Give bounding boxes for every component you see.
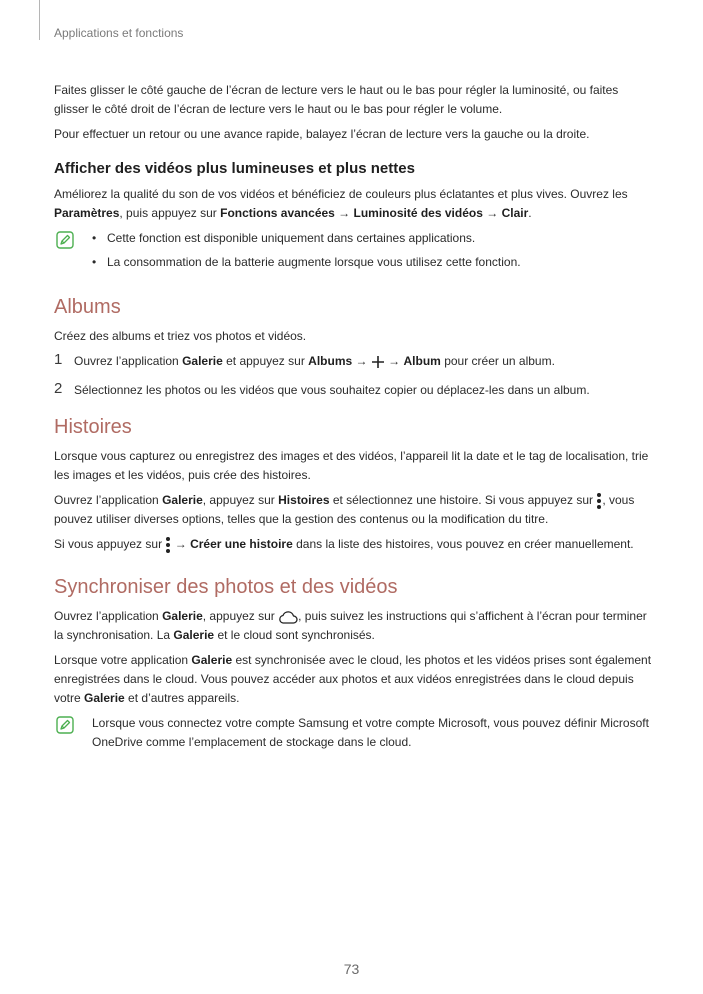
- brighter-note: [54, 229, 654, 272]
- stories-paragraph-2: Ouvrez l’application Galerie, appuyez sur Histoires et sélectionnez une histoire. Si vous appuyez sur , vous pouvez utiliser diverses options, telles que la gestion des contenus ou la modification du titre.: [54, 493, 635, 526]
- list-item: • Cette fonction est disponible uniquement dans certaines applications.: [92, 229, 654, 248]
- page-number: 73: [343, 961, 360, 977]
- video-brightness-term: Luminosité des vidéos: [353, 206, 483, 220]
- intro-paragraph-2: Pour effectuer un retour ou une avance rapide, balayez l’écran de lecture vers la gauche ou la droite.: [54, 127, 590, 141]
- step-item: 2 Sélectionnez les photos ou les vidéos que vous souhaitez copier ou déplacez-les dans un album.: [54, 380, 590, 397]
- page-header: Applications et fonctions: [54, 26, 184, 40]
- albums-steps: [54, 352, 654, 400]
- step-number: 1: [54, 351, 63, 368]
- step-item: 1 Ouvrez l’application Galerie et appuyez sur Albums → → Album pour créer un album.: [54, 351, 555, 368]
- note-pencil-icon: [56, 716, 74, 734]
- brighter-paragraph: Améliorez la qualité du son de vos vidéos et bénéficiez de couleurs plus éclatantes et plus vives. Ouvrez les Paramètres, puis appuyez sur Fonctions avancées → Luminosité des vidéos → Clair.: [54, 187, 628, 220]
- stories-paragraph-1: Lorsque vous capturez ou enregistrez des images et des vidéos, l’appareil lit la date et le tag de localisation, trie les images et les vidéos, puis crée des histoires.: [54, 449, 649, 482]
- settings-term: Paramètres: [54, 206, 120, 220]
- advanced-features-term: Fonctions avancées: [220, 206, 335, 220]
- clear-term: Clair: [501, 206, 529, 220]
- sync-paragraph-2: Lorsque votre application Galerie est synchronisée avec le cloud, les photos et les vidéos prises sont également enregistrées dans le cloud. Vous pouvez accéder aux photos et aux vidéos enregistrées dans le cloud depuis votre Galerie et d’autres appareils.: [54, 653, 652, 705]
- stories-paragraph-3: Si vous appuyez sur → Créer une histoire dans la liste des histoires, vous pouvez en créer manuellement.: [54, 535, 654, 554]
- sync-note-text: Lorsque vous connectez votre compte Samsung et votre compte Microsoft, vous pouvez définir Microsoft OneDrive comme l’emplacement de stockage dans le cloud.: [92, 716, 649, 749]
- section-heading-brighter-videos: Afficher des vidéos plus lumineuses et plus nettes: [54, 160, 415, 177]
- section-heading-albums: Albums: [54, 296, 121, 318]
- note-bullet-list: [92, 229, 654, 272]
- sync-note: [54, 714, 654, 752]
- albums-intro: Créez des albums et triez vos photos et vidéos.: [54, 329, 307, 343]
- cloud-icon: [278, 609, 298, 625]
- plus-icon: [371, 355, 385, 369]
- header-side-rule: [39, 0, 40, 40]
- page-content: [54, 81, 654, 758]
- section-heading-sync: Synchroniser des photos et des vidéos: [54, 576, 398, 598]
- list-item: • La consommation de la batterie augmente lorsque vous utilisez cette fonction.: [92, 253, 654, 272]
- section-heading-stories: Histoires: [54, 416, 132, 438]
- sync-paragraph-1: Ouvrez l’application Galerie, appuyez sur , puis suivez les instructions qui s’affichent à l’écran pour terminer la synchronisation. La Galerie et le cloud sont synchronisés.: [54, 609, 647, 642]
- step-number: 2: [54, 380, 63, 397]
- note-pencil-icon: [56, 231, 74, 249]
- intro-paragraph-1: Faites glisser le côté gauche de l’écran de lecture vers le haut ou le bas pour régler la luminosité, ou faites glisser le côté droit de l’écran de lecture vers le haut ou le bas pour régler le volume.: [54, 83, 619, 116]
